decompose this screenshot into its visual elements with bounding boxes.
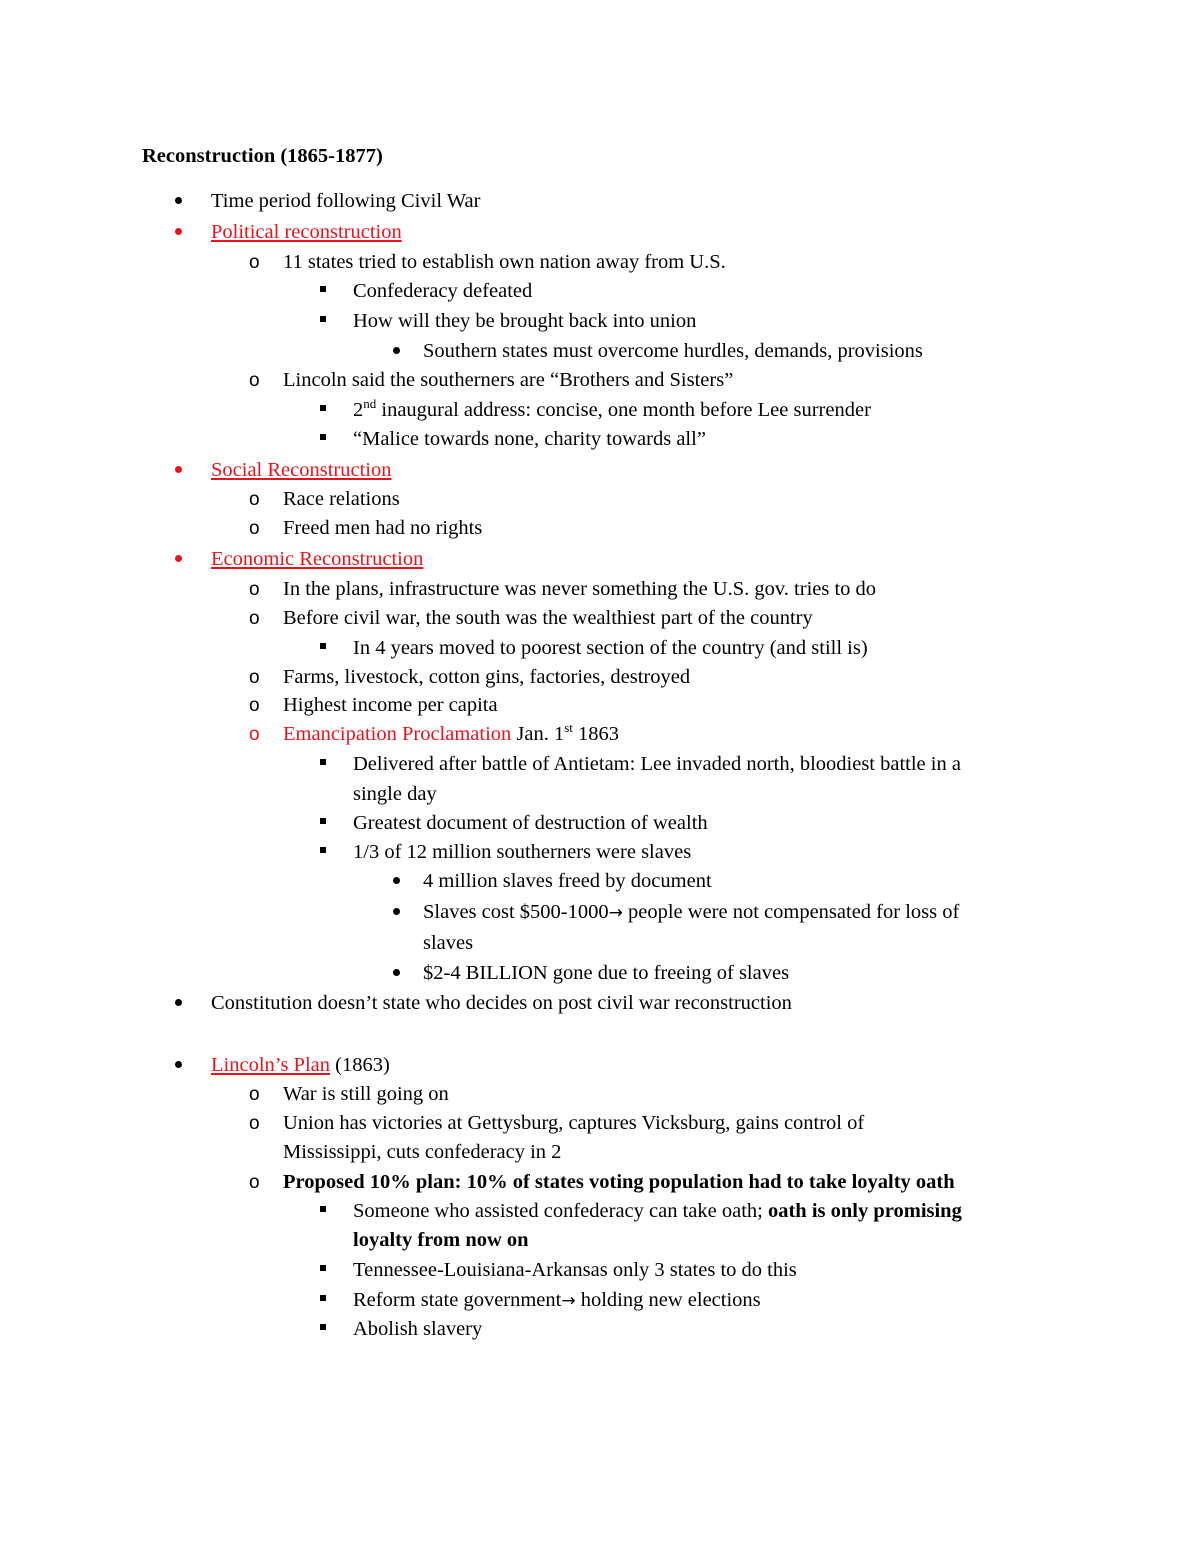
list-item-text: Highest income per capita — [283, 694, 498, 716]
list-item-text: Someone who assisted confederacy can take oath; oath is only promising — [353, 1200, 962, 1222]
list-item — [393, 898, 400, 928]
square-bullet-icon — [320, 1324, 326, 1330]
square-bullet-icon — [320, 1206, 326, 1212]
square-bullet-icon — [320, 1295, 326, 1301]
list-item — [175, 989, 182, 1019]
arrow-right-icon: → — [561, 1291, 576, 1311]
list-item-text: Slaves cost $500-1000→ people were not compensated for loss of — [423, 901, 960, 923]
list-item-text-continued: slaves — [423, 932, 474, 954]
list-item-text: 2nd inaugural address: concise, one month before Lee surrender — [353, 396, 871, 421]
list-item-text: In 4 years moved to poorest section of the country (and still is) — [353, 637, 868, 659]
list-item-text: Emancipation Proclamation Jan. 1st 1863 — [283, 720, 620, 745]
list-item — [320, 307, 326, 337]
circle-bullet-icon: o — [249, 252, 260, 273]
bullet-dot-icon — [175, 555, 182, 562]
list-item-text: Union has victories at Gettysburg, captures Vicksburg, gains control of — [283, 1112, 865, 1134]
list-item — [320, 809, 326, 839]
section-heading-political: Political reconstruction — [211, 221, 402, 243]
list-item-text: Freed men had no rights — [283, 517, 483, 539]
circle-bullet-icon: o — [249, 1084, 260, 1105]
list-item — [320, 396, 326, 426]
list-item-text: Time period following Civil War — [211, 190, 481, 212]
list-item — [320, 838, 326, 868]
list-item — [175, 218, 182, 248]
square-bullet-icon — [320, 286, 326, 292]
list-item-text-continued: single day — [353, 783, 437, 805]
list-item-text-continued: Mississippi, cuts confederacy in 2 — [283, 1141, 562, 1163]
square-bullet-icon — [320, 434, 326, 440]
list-item-text: “Malice towards none, charity towards all” — [353, 428, 706, 450]
list-item-text: Race relations — [283, 488, 400, 510]
circle-bullet-icon: o — [249, 695, 260, 716]
section-heading-social: Social Reconstruction — [211, 459, 392, 481]
circle-bullet-icon: o — [249, 724, 260, 745]
list-item — [320, 1197, 326, 1227]
list-item-text: Constitution doesn’t state who decides on post civil war reconstruction — [211, 992, 792, 1014]
list-item-text: War is still going on — [283, 1083, 449, 1105]
page-title: Reconstruction (1865-1877) — [142, 145, 383, 167]
list-item-text: Abolish slavery — [353, 1318, 483, 1340]
list-item — [320, 634, 326, 664]
square-bullet-icon — [320, 1265, 326, 1271]
list-item — [175, 1051, 182, 1081]
bullet-dot-icon — [393, 877, 400, 884]
list-item-text: 11 states tried to establish own nation away from U.S. — [283, 251, 726, 273]
list-item-text: Confederacy defeated — [353, 280, 533, 302]
list-item-text: Before civil war, the south was the wealthiest part of the country — [283, 607, 813, 629]
square-bullet-icon — [320, 405, 326, 411]
list-item — [320, 1315, 326, 1345]
list-item-text: 1/3 of 12 million southerners were slaves — [353, 841, 692, 863]
list-item — [320, 1286, 326, 1316]
circle-bullet-icon: o — [249, 608, 260, 629]
list-item-text: In the plans, infrastructure was never something the U.S. gov. tries to do — [283, 578, 877, 600]
list-item — [393, 337, 400, 367]
bullet-dot-icon — [175, 197, 182, 204]
list-item-text-continued: loyalty from now on — [353, 1229, 529, 1251]
list-item-text: Proposed 10% plan: 10% of states voting population had to take loyalty oath — [283, 1171, 955, 1193]
list-item — [320, 425, 326, 455]
section-heading-lincolns-plan: Lincoln’s Plan — [211, 1054, 331, 1076]
square-bullet-icon — [320, 759, 326, 765]
section-heading-economic: Economic Reconstruction — [211, 548, 424, 570]
circle-bullet-icon: o — [249, 518, 260, 539]
circle-bullet-icon: o — [249, 579, 260, 600]
list-item — [393, 959, 400, 989]
bullet-dot-icon — [175, 466, 182, 473]
square-bullet-icon — [320, 316, 326, 322]
list-item — [393, 867, 400, 897]
list-item-text: Lincoln said the southerners are “Brothers and Sisters” — [283, 369, 734, 391]
arrow-right-icon: → — [608, 903, 623, 923]
bullet-dot-icon — [393, 347, 400, 354]
list-item-text: How will they be brought back into union — [353, 310, 697, 332]
list-item — [320, 277, 326, 307]
list-item — [175, 456, 182, 486]
circle-bullet-icon: o — [249, 667, 260, 688]
circle-bullet-icon: o — [249, 1172, 260, 1193]
list-item-text: Tennessee-Louisiana-Arkansas only 3 states to do this — [353, 1259, 797, 1281]
square-bullet-icon — [320, 643, 326, 649]
list-item-text: Southern states must overcome hurdles, demands, provisions — [423, 340, 923, 362]
list-item-text: Lincoln’s Plan (1863) — [211, 1054, 390, 1076]
bullet-dot-icon — [393, 908, 400, 915]
list-item — [320, 750, 326, 780]
square-bullet-icon — [320, 847, 326, 853]
bullet-dot-icon — [175, 999, 182, 1006]
list-item-text: Reform state government→ holding new elections — [353, 1289, 761, 1311]
bullet-dot-icon — [393, 969, 400, 976]
circle-bullet-icon: o — [249, 489, 260, 510]
bullet-dot-icon — [175, 1061, 182, 1068]
list-item — [320, 1256, 326, 1286]
list-item-text: $2-4 BILLION gone due to freeing of slaves — [423, 962, 790, 984]
list-item-text: 4 million slaves freed by document — [423, 870, 712, 892]
list-item-text: Greatest document of destruction of wealth — [353, 812, 708, 834]
circle-bullet-icon: o — [249, 1113, 260, 1134]
list-item-text: Farms, livestock, cotton gins, factories, destroyed — [283, 666, 691, 688]
square-bullet-icon — [320, 818, 326, 824]
list-item — [175, 187, 182, 217]
bullet-dot-icon — [175, 228, 182, 235]
list-item-text: Delivered after battle of Antietam: Lee invaded north, bloodiest battle in a — [353, 753, 961, 775]
circle-bullet-icon: o — [249, 370, 260, 391]
emancipation-proclamation-label: Emancipation Proclamation — [283, 723, 512, 745]
list-item — [175, 545, 182, 575]
